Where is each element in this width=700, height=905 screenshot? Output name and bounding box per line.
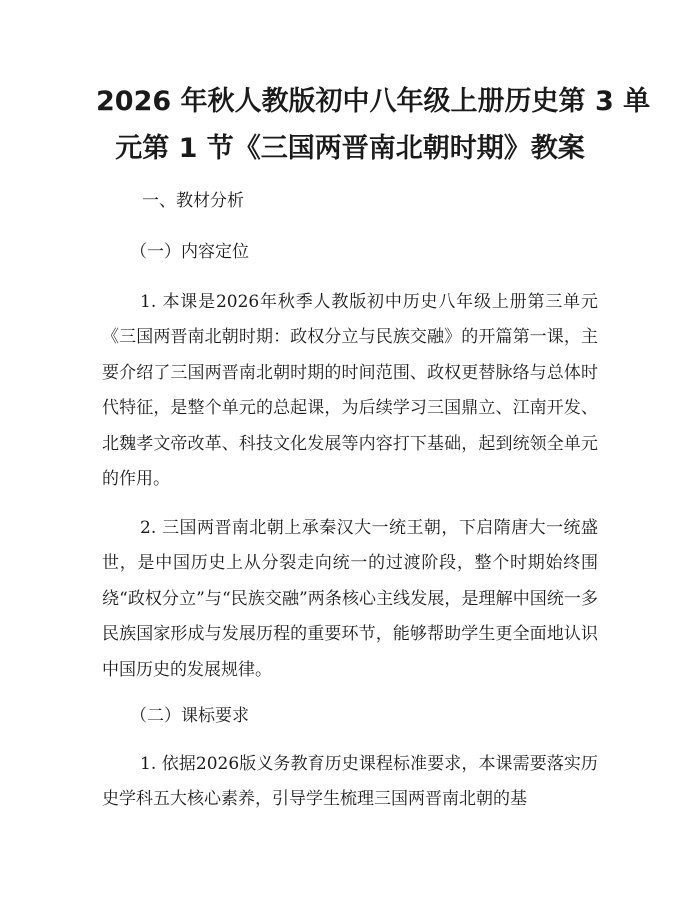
document-title-line-2: 元第 1 节《三国两晋南北朝时期》教案 bbox=[115, 133, 585, 164]
paragraph-3: 1. 依据2026版义务教育历史课程标准要求，本课需要落实历史学科五大核心素养，引导学生梳理三国两晋南北朝的基 bbox=[102, 754, 598, 810]
subsection-heading-curriculum-requirements: （二）课标要求 bbox=[130, 706, 249, 726]
section-heading-textbook-analysis: 一、教材分析 bbox=[142, 191, 244, 211]
paragraph-2: 2. 三国两晋南北朝上承秦汉大一统王朝，下启隋唐大一统盛世，是中国历史上从分裂走向统一的过渡阶段，整个时期始终围绕“政权分立”与“民族交融”两条核心主线发展，是理解中国统一多民族国家形成与发展历程的重要环节，能够帮助学生更全面地认识中国历史的发展规律。 bbox=[102, 518, 598, 680]
subsection-heading-content-positioning: （一）内容定位 bbox=[130, 242, 249, 262]
paragraph-1: 1. 本课是2026年秋季人教版初中历史八年级上册第三单元《三国两晋南北朝时期：政权分立与民族交融》的开篇第一课，主要介绍了三国两晋南北朝时期的时间范围、政权更替脉络与总体时代特征，是整个单元的总起课，为后续学习三国鼎立、江南开发、北魏孝文帝改革、科技文化发展等内容打下基础，起到统领全单元的作用。 bbox=[102, 292, 598, 490]
document-title-line-1: 2026 年秋人教版初中八年级上册历史第 3 单 bbox=[96, 86, 651, 117]
